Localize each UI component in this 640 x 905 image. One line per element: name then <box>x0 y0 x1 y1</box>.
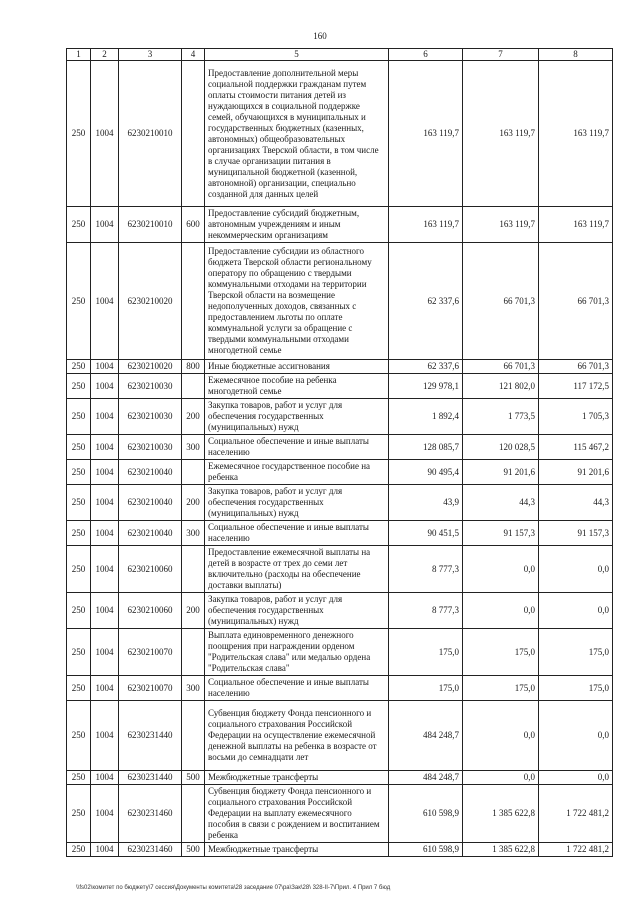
amount-cell: 117 172,5 <box>539 374 613 399</box>
code-cell: 800 <box>182 360 205 374</box>
code-cell: 250 <box>67 771 91 785</box>
amount-cell: 163 119,7 <box>539 207 613 243</box>
code-cell: 1004 <box>91 629 119 676</box>
code-cell: 250 <box>67 546 91 593</box>
amount-cell: 120 028,5 <box>463 435 539 460</box>
code-cell: 250 <box>67 593 91 629</box>
amount-cell: 128 085,7 <box>389 435 463 460</box>
header-cell: 4 <box>182 49 205 61</box>
code-cell: 1004 <box>91 399 119 435</box>
amount-cell: 175,0 <box>389 676 463 701</box>
table-row <box>67 243 613 360</box>
description-cell: Предоставление дополнительной меры социальной поддержки гражданам путем оплаты стоимости питания детей из нуждающихся в социальной поддержке семей, обучающихся в муниципальных и государственных бюджетных (казенных, автономных) общеобразовательных организациях Тверской области, в том числе в случае организации питания в муниципальной бюджетной (казенной, автономной) организации, специально созданной для данных целей <box>205 61 389 207</box>
code-cell: 250 <box>67 785 91 843</box>
table-row <box>67 360 613 374</box>
code-cell: 6230210030 <box>119 435 182 460</box>
table-row <box>67 593 613 629</box>
code-cell: 250 <box>67 61 91 207</box>
code-cell: 1004 <box>91 701 119 771</box>
code-cell: 250 <box>67 360 91 374</box>
amount-cell: 0,0 <box>539 701 613 771</box>
code-cell <box>182 460 205 485</box>
description-cell: Ежемесячное государственное пособие на ребенка <box>205 460 389 485</box>
description-cell: Социальное обеспечение и иные выплаты населению <box>205 521 389 546</box>
description-cell: Закупка товаров, работ и услуг для обеспечения государственных (муниципальных) нужд <box>205 485 389 521</box>
code-cell: 1004 <box>91 771 119 785</box>
amount-cell: 163 119,7 <box>463 207 539 243</box>
code-cell: 1004 <box>91 460 119 485</box>
header-cell: 7 <box>463 49 539 61</box>
code-cell: 6230210060 <box>119 546 182 593</box>
table-row <box>67 374 613 399</box>
code-cell: 250 <box>67 843 91 857</box>
description-cell: Выплата единовременного денежного поощрения при награждении орденом "Родительская слава" или медалью ордена "Родительская слава" <box>205 629 389 676</box>
amount-cell: 66 701,3 <box>463 243 539 360</box>
amount-cell: 1 385 622,8 <box>463 785 539 843</box>
code-cell: 6230210040 <box>119 521 182 546</box>
table-row <box>67 701 613 771</box>
code-cell: 1004 <box>91 546 119 593</box>
code-cell: 6230210010 <box>119 61 182 207</box>
code-cell: 250 <box>67 485 91 521</box>
code-cell: 6230210060 <box>119 593 182 629</box>
code-cell: 1004 <box>91 485 119 521</box>
amount-cell: 0,0 <box>463 546 539 593</box>
table-body <box>67 49 613 857</box>
code-cell: 6230210020 <box>119 360 182 374</box>
header-cell: 3 <box>119 49 182 61</box>
header-cell: 5 <box>205 49 389 61</box>
amount-cell: 91 201,6 <box>539 460 613 485</box>
code-cell: 6230231440 <box>119 701 182 771</box>
amount-cell: 66 701,3 <box>463 360 539 374</box>
description-cell: Социальное обеспечение и иные выплаты населению <box>205 435 389 460</box>
code-cell: 250 <box>67 374 91 399</box>
code-cell: 300 <box>182 521 205 546</box>
code-cell: 1004 <box>91 207 119 243</box>
amount-cell: 0,0 <box>539 771 613 785</box>
amount-cell: 0,0 <box>463 701 539 771</box>
amount-cell: 1 773,5 <box>463 399 539 435</box>
amount-cell: 484 248,7 <box>389 701 463 771</box>
code-cell: 6230231440 <box>119 771 182 785</box>
code-cell <box>182 374 205 399</box>
amount-cell: 0,0 <box>463 771 539 785</box>
amount-cell: 610 598,9 <box>389 843 463 857</box>
code-cell: 250 <box>67 629 91 676</box>
code-cell: 250 <box>67 207 91 243</box>
code-cell: 6230210030 <box>119 374 182 399</box>
page-number: 160 <box>313 31 327 41</box>
code-cell: 500 <box>182 771 205 785</box>
amount-cell: 175,0 <box>539 676 613 701</box>
table-row <box>67 460 613 485</box>
table-row <box>67 843 613 857</box>
code-cell <box>182 243 205 360</box>
table-row <box>67 629 613 676</box>
code-cell: 6230231460 <box>119 843 182 857</box>
amount-cell: 1 705,3 <box>539 399 613 435</box>
description-cell: Межбюджетные трансферты <box>205 843 389 857</box>
table-row <box>67 771 613 785</box>
amount-cell: 43,9 <box>389 485 463 521</box>
table-row <box>67 61 613 207</box>
amount-cell: 90 451,5 <box>389 521 463 546</box>
description-cell: Закупка товаров, работ и услуг для обеспечения государственных (муниципальных) нужд <box>205 399 389 435</box>
table-row <box>67 785 613 843</box>
code-cell: 6230210040 <box>119 460 182 485</box>
amount-cell: 129 978,1 <box>389 374 463 399</box>
code-cell: 250 <box>67 701 91 771</box>
amount-cell: 610 598,9 <box>389 785 463 843</box>
code-cell <box>182 701 205 771</box>
code-cell: 200 <box>182 399 205 435</box>
code-cell: 1004 <box>91 360 119 374</box>
amount-cell: 66 701,3 <box>539 243 613 360</box>
code-cell: 250 <box>67 676 91 701</box>
table-row <box>67 435 613 460</box>
description-cell: Ежемесячное пособие на ребенка многодетной семье <box>205 374 389 399</box>
code-cell: 6230210040 <box>119 485 182 521</box>
code-cell: 1004 <box>91 593 119 629</box>
code-cell: 6230210010 <box>119 207 182 243</box>
description-cell: Межбюджетные трансферты <box>205 771 389 785</box>
code-cell: 600 <box>182 207 205 243</box>
header-row <box>67 49 613 61</box>
code-cell: 1004 <box>91 435 119 460</box>
code-cell <box>182 546 205 593</box>
amount-cell: 8 777,3 <box>389 593 463 629</box>
amount-cell: 163 119,7 <box>463 61 539 207</box>
code-cell <box>182 629 205 676</box>
amount-cell: 91 157,3 <box>463 521 539 546</box>
amount-cell: 1 722 481,2 <box>539 843 613 857</box>
code-cell: 250 <box>67 460 91 485</box>
amount-cell: 91 201,6 <box>463 460 539 485</box>
header-cell: 6 <box>389 49 463 61</box>
code-cell: 1004 <box>91 843 119 857</box>
amount-cell: 0,0 <box>539 593 613 629</box>
code-cell <box>182 61 205 207</box>
code-cell: 500 <box>182 843 205 857</box>
amount-cell: 8 777,3 <box>389 546 463 593</box>
description-cell: Субвенция бюджету Фонда пенсионного и социального страхования Российской Федерации на осуществление ежемесячной денежной выплаты на ребенка в возрасте от восьми до семнадцати лет <box>205 701 389 771</box>
amount-cell: 175,0 <box>463 676 539 701</box>
code-cell: 1004 <box>91 676 119 701</box>
code-cell: 1004 <box>91 61 119 207</box>
table-row <box>67 676 613 701</box>
code-cell: 6230231460 <box>119 785 182 843</box>
amount-cell: 175,0 <box>463 629 539 676</box>
table-row <box>67 207 613 243</box>
table-row <box>67 521 613 546</box>
code-cell: 250 <box>67 435 91 460</box>
code-cell: 6230210070 <box>119 629 182 676</box>
code-cell: 300 <box>182 435 205 460</box>
amount-cell: 175,0 <box>539 629 613 676</box>
code-cell: 300 <box>182 676 205 701</box>
amount-cell: 0,0 <box>463 593 539 629</box>
amount-cell: 163 119,7 <box>389 207 463 243</box>
amount-cell: 175,0 <box>389 629 463 676</box>
amount-cell: 484 248,7 <box>389 771 463 785</box>
code-cell: 200 <box>182 593 205 629</box>
amount-cell: 1 892,4 <box>389 399 463 435</box>
amount-cell: 121 802,0 <box>463 374 539 399</box>
code-cell: 1004 <box>91 243 119 360</box>
header-cell: 8 <box>539 49 613 61</box>
code-cell: 1004 <box>91 785 119 843</box>
amount-cell: 90 495,4 <box>389 460 463 485</box>
amount-cell: 115 467,2 <box>539 435 613 460</box>
table-row <box>67 399 613 435</box>
amount-cell: 44,3 <box>539 485 613 521</box>
amount-cell: 0,0 <box>539 546 613 593</box>
amount-cell: 91 157,3 <box>539 521 613 546</box>
code-cell: 200 <box>182 485 205 521</box>
header-cell: 1 <box>67 49 91 61</box>
header-cell: 2 <box>91 49 119 61</box>
description-cell: Предоставление ежемесячной выплаты на детей в возрасте от трех до семи лет включительно (расходы на обеспечение доставки выплаты) <box>205 546 389 593</box>
code-cell: 6230210030 <box>119 399 182 435</box>
amount-cell: 163 119,7 <box>389 61 463 207</box>
table-row <box>67 546 613 593</box>
description-cell: Предоставление субсидии из областного бюджета Тверской области региональному оператору по обращению с твердыми коммунальными отходами на территории Тверской области на возмещение недополученных доходов, связанных с предоставлением льготы по оплате коммунальной услуги за обращение с твердыми коммунальными отходами многодетной семье <box>205 243 389 360</box>
code-cell: 6230210020 <box>119 243 182 360</box>
table-row <box>67 485 613 521</box>
code-cell: 250 <box>67 399 91 435</box>
code-cell: 1004 <box>91 374 119 399</box>
description-cell: Социальное обеспечение и иные выплаты населению <box>205 676 389 701</box>
code-cell: 250 <box>67 243 91 360</box>
amount-cell: 1 722 481,2 <box>539 785 613 843</box>
code-cell: 250 <box>67 521 91 546</box>
amount-cell: 44,3 <box>463 485 539 521</box>
description-cell: Субвенция бюджету Фонда пенсионного и социального страхования Российской Федерации на выплату ежемесячного пособия в связи с рождением и воспитанием ребенка <box>205 785 389 843</box>
description-cell: Иные бюджетные ассигнования <box>205 360 389 374</box>
amount-cell: 163 119,7 <box>539 61 613 207</box>
description-cell: Закупка товаров, работ и услуг для обеспечения государственных (муниципальных) нужд <box>205 593 389 629</box>
code-cell: 6230210070 <box>119 676 182 701</box>
amount-cell: 62 337,6 <box>389 243 463 360</box>
file-path-footer: \\fs02\комитет по бюджету\7 сессия\Документы комитета\28 заседание 07\ра\Зак\28\ 328-II-7\Прил. 4 Прил 7 бюд <box>76 885 391 891</box>
budget-table <box>66 48 613 857</box>
code-cell: 1004 <box>91 521 119 546</box>
amount-cell: 1 385 622,8 <box>463 843 539 857</box>
code-cell <box>182 785 205 843</box>
description-cell: Предоставление субсидий бюджетным, автономным учреждениям и иным некоммерческим организациям <box>205 207 389 243</box>
amount-cell: 62 337,6 <box>389 360 463 374</box>
amount-cell: 66 701,3 <box>539 360 613 374</box>
